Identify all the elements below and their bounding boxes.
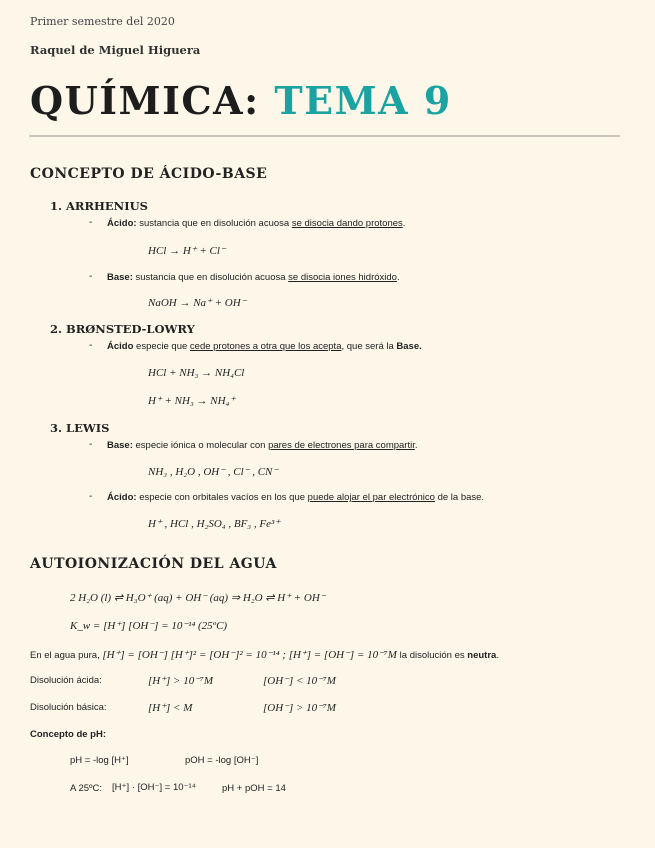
- bronsted-acid-def: [107, 341, 422, 352]
- basic-solution-label: Disolución básica:: [30, 702, 107, 713]
- base-label: Base:: [107, 272, 133, 283]
- lewis-acid-def: [107, 492, 484, 503]
- author-name: Raquel de Miguel Higuera: [30, 43, 201, 57]
- lewis-acid-formula: H⁺ , HCl , H₂SO₄ , BF₃ , Fe³⁺: [148, 518, 281, 530]
- basic-solution-oh: [OH⁻] > 10⁻⁷M: [263, 702, 336, 714]
- def-underline: se disocia dando protones: [291, 218, 403, 229]
- at25-label: A 25ºC:: [70, 783, 102, 794]
- acid-solution-label: Disolución ácida:: [30, 675, 102, 686]
- arrhenius-acid-def: [107, 218, 405, 229]
- def-text: especie que: [133, 341, 190, 352]
- def-end: de la base.: [434, 492, 485, 503]
- acid-solution-h: [H⁺] > 10⁻⁷M: [148, 675, 214, 687]
- section-heading-acid-base: CONCEPTO DE ÁCIDO-BASE: [30, 166, 268, 182]
- def-underline: se disocia iones hidróxido: [288, 272, 397, 283]
- kw-equation: K_w = [H⁺] [OH⁻] = 10⁻¹⁴ (25ºC): [70, 620, 228, 632]
- def-text: , que será la: [341, 341, 397, 352]
- poh-definition: pOH = -log [OH⁻]: [185, 755, 259, 766]
- acid-label: Ácido: [107, 341, 134, 352]
- pure-water-equation: [H⁺] = [OH⁻] [H⁺]² = [OH⁻]² = 10⁻¹⁴ ; [H⁺] = [OH⁻] = 10⁻⁷M: [102, 649, 400, 661]
- acid-label: Ácido:: [107, 218, 137, 229]
- lewis-base-def: [107, 440, 418, 451]
- ph-heading: [30, 729, 106, 740]
- bronsted-formula-2: H⁺ + NH₃ → NH₄⁺: [148, 395, 236, 407]
- ph-poh-sum: pH + pOH = 14: [222, 783, 286, 794]
- neutral-bold: neutra: [467, 650, 497, 661]
- at25-equation: [H⁺] · [OH⁻] = 10⁻¹⁴: [112, 782, 196, 793]
- title-divider: [29, 135, 620, 137]
- def-text: especie con orbitales vacíos en los que: [136, 492, 308, 503]
- ph-definition: pH = -log [H⁺]: [70, 755, 129, 766]
- def-underline: pares de electrones para compartir: [268, 440, 415, 451]
- def-text: sustancia que en disolución acuosa: [136, 218, 292, 229]
- semester-label: Primer semestre del 2020: [30, 15, 175, 28]
- autoionization-equation: 2 H₂O (l) ⇌ H₃O⁺ (aq) + OH⁻ (aq) ⇒ H₂O ⇌ H⁺ + OH⁻: [70, 592, 326, 604]
- def-text: especie iónica o molecular con: [132, 440, 269, 451]
- def-end: .: [414, 440, 418, 451]
- line-end: .: [496, 650, 499, 661]
- section-heading-autoionization: AUTOIONIZACIÓN DEL AGUA: [30, 556, 277, 572]
- bullet-dash: -: [89, 491, 93, 502]
- bronsted-formula-1: HCl + NH₃ → NH₄Cl: [148, 367, 245, 379]
- line-text: En el agua pura,: [30, 650, 103, 661]
- arrhenius-base-formula: NaOH → Na⁺ + OH⁻: [148, 297, 247, 309]
- arrhenius-base-def: [107, 272, 400, 283]
- arrhenius-acid-formula: HCl → H⁺ + Cl⁻: [148, 245, 226, 257]
- title-main: QUÍMICA:: [30, 78, 275, 123]
- line-text: la disolución es: [399, 650, 468, 661]
- bronsted-title: 2. BRØNSTED-LOWRY: [50, 322, 195, 336]
- def-end: .: [396, 272, 400, 283]
- def-text: sustancia que en disolución acuosa: [132, 272, 289, 283]
- acid-label: Ácido:: [107, 492, 137, 503]
- bullet-dash: -: [89, 217, 93, 228]
- title-accent: TEMA 9: [274, 78, 452, 123]
- bullet-dash: -: [89, 439, 93, 450]
- base-label: Base:: [107, 440, 133, 451]
- page-title: [30, 78, 452, 123]
- base-bold: Base.: [396, 341, 422, 352]
- bullet-dash: -: [89, 271, 93, 282]
- def-underline: cede protones a otra que los acepta: [189, 341, 342, 352]
- lewis-base-formula: NH₃ , H₂O , OH⁻ , Cl⁻ , CN⁻: [148, 466, 279, 478]
- basic-solution-h: [H⁺] < M: [148, 702, 193, 714]
- ph-heading-text: Concepto de pH:: [30, 729, 106, 740]
- pure-water-line: [30, 648, 499, 661]
- def-underline: puede alojar el par electrónico: [307, 492, 435, 503]
- arrhenius-title: 1. ARRHENIUS: [50, 199, 148, 213]
- acid-solution-oh: [OH⁻] < 10⁻⁷M: [263, 675, 336, 687]
- bullet-dash: -: [89, 340, 93, 351]
- lewis-title: 3. LEWIS: [50, 421, 110, 435]
- def-end: .: [402, 218, 406, 229]
